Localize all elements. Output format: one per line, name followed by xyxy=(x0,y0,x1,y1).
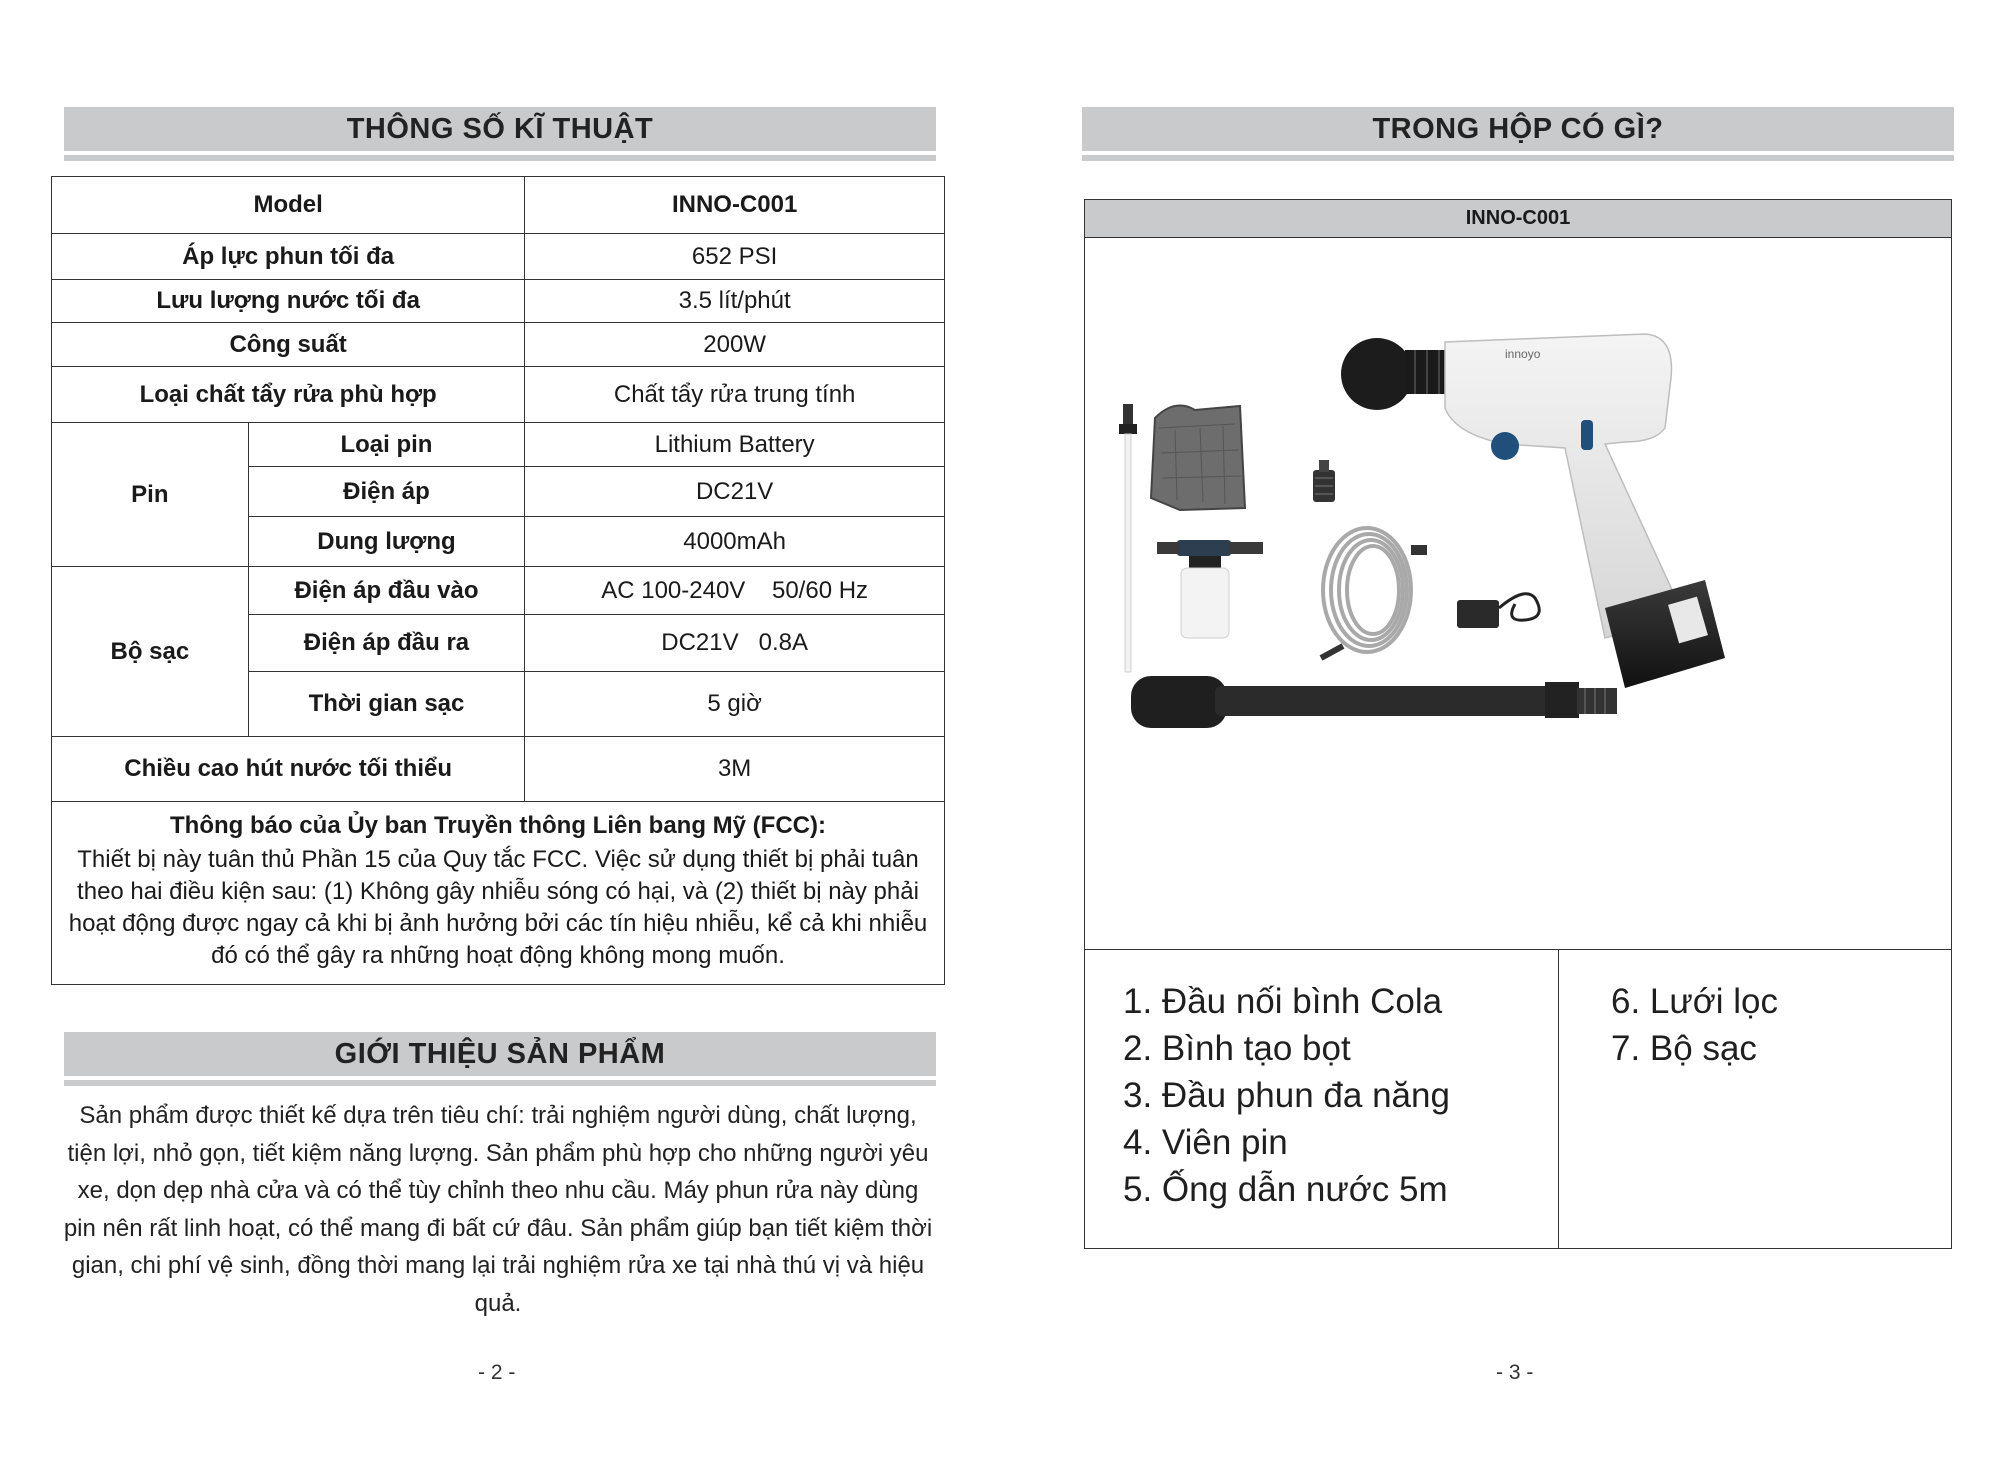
product-illustration xyxy=(1085,238,1951,950)
detergent-value: Chất tẩy rửa trung tính xyxy=(525,367,945,423)
list-item: 5. Ống dẫn nước 5m xyxy=(1123,1170,1448,1209)
capacity-value: 4000mAh xyxy=(525,517,945,567)
output-voltage-value: DC21V 0.8A xyxy=(525,615,945,672)
fcc-title: Thông báo của Ủy ban Truyền thông Liên bang Mỹ (FCC): xyxy=(170,812,826,839)
battery-type-label: Loại pin xyxy=(248,423,525,467)
table-row xyxy=(52,323,945,367)
table-row xyxy=(52,234,945,280)
table-row xyxy=(52,737,945,802)
page-number-right: - 3 - xyxy=(1496,1361,1534,1384)
charge-time-value: 5 giờ xyxy=(525,672,945,737)
capacity-label: Dung lượng xyxy=(248,517,525,567)
in-box-section-title: TRONG HỘP CÓ GÌ? xyxy=(1082,107,1954,155)
battery-type-value: Lithium Battery xyxy=(525,423,945,467)
pressure-label: Áp lực phun tối đa xyxy=(52,234,525,280)
charger-group-label: Bộ sạc xyxy=(52,567,249,737)
table-row xyxy=(52,567,945,615)
spec-table xyxy=(51,176,945,985)
suction-label: Chiều cao hút nước tối thiểu xyxy=(52,737,525,802)
list-item: 2. Bình tạo bọt xyxy=(1123,1029,1351,1068)
in-box-item-list xyxy=(1085,950,1951,1248)
power-label: Công suất xyxy=(52,323,525,367)
pin-group-label: Pin xyxy=(52,423,249,567)
table-row xyxy=(52,280,945,323)
voltage-value: DC21V xyxy=(525,467,945,517)
output-voltage-label: Điện áp đầu ra xyxy=(248,615,525,672)
table-row xyxy=(52,423,945,467)
filter-mesh-icon xyxy=(1151,406,1245,511)
intro-section-title: GIỚI THIỆU SẢN PHẨM xyxy=(64,1032,936,1080)
cola-connector-icon xyxy=(1119,404,1137,672)
flow-label: Lưu lượng nước tối đa xyxy=(52,280,525,323)
fcc-notice xyxy=(52,802,945,985)
power-value: 200W xyxy=(525,323,945,367)
detergent-label: Loại chất tẩy rửa phù hợp xyxy=(52,367,525,423)
suction-value: 3M xyxy=(525,737,945,802)
list-item: 1. Đầu nối bình Cola xyxy=(1123,982,1443,1021)
product-brand-text: innoyo xyxy=(1505,347,1541,361)
in-box-model-header: INNO-C001 xyxy=(1085,200,1951,238)
spec-section-title: THÔNG SỐ KĨ THUẬT xyxy=(64,107,936,155)
list-item: 3. Đầu phun đa năng xyxy=(1123,1076,1450,1115)
model-label: Model xyxy=(52,177,525,234)
input-voltage-label: Điện áp đầu vào xyxy=(248,567,525,615)
in-box-panel xyxy=(1084,199,1952,1249)
water-hose-icon xyxy=(1321,528,1427,658)
foam-bottle-icon xyxy=(1157,540,1263,638)
list-item: 6. Lưới lọc xyxy=(1611,982,1779,1021)
small-filter-icon xyxy=(1313,460,1335,502)
input-voltage-value: AC 100-240V 50/60 Hz xyxy=(525,567,945,615)
list-item: 7. Bộ sạc xyxy=(1611,1029,1757,1068)
item-column-right xyxy=(1559,950,1951,1248)
item-column-left xyxy=(1085,950,1559,1248)
charger-icon xyxy=(1457,594,1539,628)
flow-value: 3.5 lít/phút xyxy=(525,280,945,323)
intro-paragraph: Sản phẩm được thiết kế dựa trên tiêu chí: trải nghiệm người dùng, chất lượng, tiện lợi, nhỏ gọn, tiết kiệm năng lượng. Sản phẩm phù hợp cho những người yêu xe, dọn dẹp nhà cửa và có thể tùy chỉnh theo nhu cầu. Máy phun rửa này dùng pin nên rất linh hoạt, có thể mang đi bất cứ đâu. Sản phẩm giúp bạn tiết kiệm thời gian, chi phí vệ sinh, đồng thời mang lại trải nghiệm rửa xe tại nhà thú vị và hiệu quả. xyxy=(63,1102,933,1317)
product-contents-image xyxy=(1085,238,1951,950)
pressure-value: 652 PSI xyxy=(525,234,945,280)
table-row xyxy=(52,367,945,423)
voltage-label: Điện áp xyxy=(248,467,525,517)
model-value: INNO-C001 xyxy=(525,177,945,234)
fcc-text: Thiết bị này tuân thủ Phần 15 của Quy tắc FCC. Việc sử dụng thiết bị phải tuân theo hai điều kiện sau: (1) Không gây nhiễu sóng có hại, và (2) thiết bị này phải hoạt động được ngay cả khi bị ảnh hưởng bởi các tín hiệu nhiễu, kể cả khi nhiễu đó có thể gây ra những hoạt động không mong muốn. xyxy=(68,846,928,969)
spray-lance-icon xyxy=(1131,676,1617,728)
charge-time-label: Thời gian sạc xyxy=(248,672,525,737)
page-number-left: - 2 - xyxy=(478,1361,516,1384)
table-row xyxy=(52,177,945,234)
list-item: 4. Viên pin xyxy=(1123,1123,1288,1162)
table-row xyxy=(52,802,945,985)
